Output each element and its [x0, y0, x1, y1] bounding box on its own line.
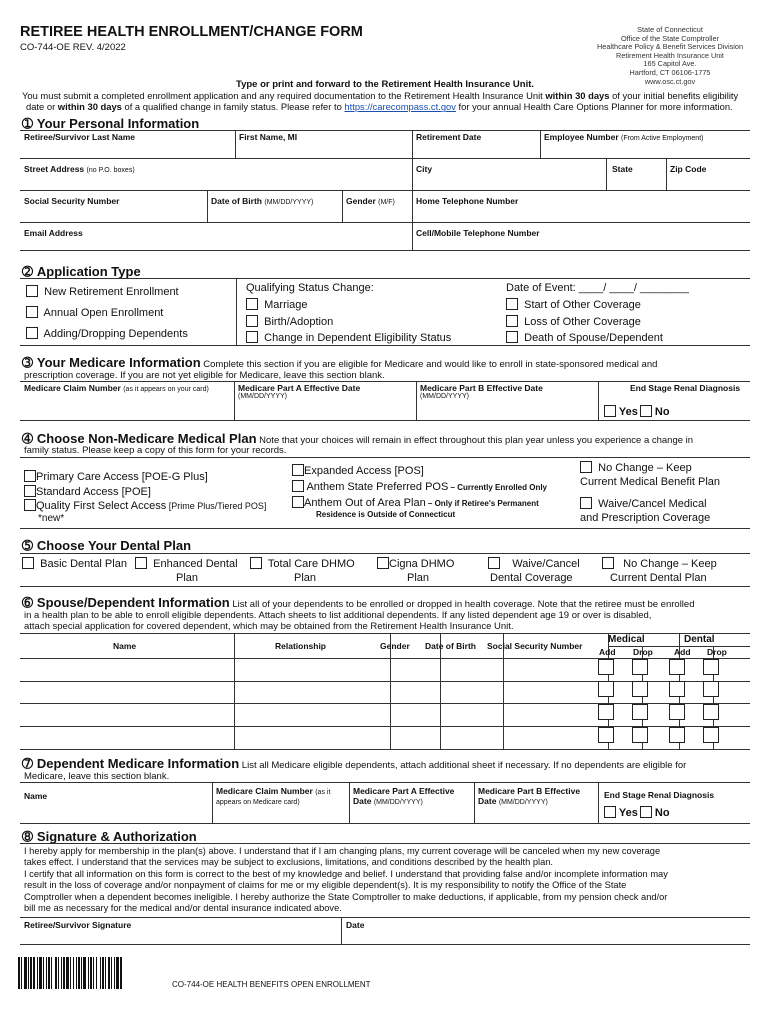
medicare-part-a-field[interactable]: Medicare Part A Effective Date (MM/DD/YYYY)	[238, 383, 361, 400]
anthem-out-of-area-option[interactable]: Anthem Out of Area Plan – Only if Retiree's Permanent	[292, 496, 539, 509]
dep-medicare-part-a-field[interactable]: Medicare Part A Effective Date (MM/DD/YYYY)	[353, 786, 455, 806]
checkbox[interactable]	[580, 497, 592, 509]
col-medical-drop: Drop	[633, 647, 653, 657]
checkbox[interactable]	[506, 315, 518, 327]
col-dob: Date of Birth	[425, 641, 476, 651]
checkbox[interactable]	[24, 470, 36, 482]
col-medical-add: Add	[599, 647, 616, 657]
col-medical: Medical	[608, 634, 645, 645]
date-of-birth-field[interactable]: Date of Birth (MM/DD/YYYY)	[211, 196, 314, 206]
basic-dental-option[interactable]: Basic Dental Plan	[22, 557, 127, 570]
annual-open-enrollment-option[interactable]: Annual Open Enrollment	[26, 306, 163, 319]
signature-field[interactable]: Retiree/Survivor Signature	[24, 920, 132, 930]
loss-other-coverage-option[interactable]: Loss of Other Coverage	[506, 315, 641, 328]
section-4-note: family status. Please keep a copy of this form for your records.	[24, 445, 287, 456]
dependent-eligibility-option[interactable]: Change in Dependent Eligibility Status	[246, 331, 451, 344]
gender-field[interactable]: Gender (M/F)	[346, 196, 395, 206]
dependent-row-checkbox[interactable]	[703, 704, 719, 720]
birth-adoption-option[interactable]: Birth/Adoption	[246, 315, 333, 328]
checkbox[interactable]	[377, 557, 389, 569]
dependent-row-checkbox[interactable]	[703, 681, 719, 697]
checkbox[interactable]	[292, 496, 304, 508]
checkbox[interactable]	[246, 298, 258, 310]
checkbox[interactable]	[24, 499, 36, 511]
col-dental: Dental	[684, 634, 715, 645]
checkbox[interactable]	[246, 331, 258, 343]
cell-phone-field[interactable]: Cell/Mobile Telephone Number	[416, 228, 540, 238]
waive-medical-option[interactable]: Waive/Cancel Medical and Prescription Coverage	[580, 498, 711, 524]
dependent-row-checkbox[interactable]	[669, 727, 685, 743]
dependent-row-checkbox[interactable]	[669, 659, 685, 675]
instruction-heading: Type or print and forward to the Retirement Health Insurance Unit.	[235, 79, 535, 90]
dependent-row-checkbox[interactable]	[703, 659, 719, 675]
date-of-event-field[interactable]: Date of Event: ____/ ____/ ________	[506, 282, 689, 294]
total-care-dhmo-option[interactable]: Total Care DHMO Plan	[250, 557, 355, 585]
dependent-row-checkbox[interactable]	[632, 659, 648, 675]
start-other-coverage-option[interactable]: Start of Other Coverage	[506, 298, 641, 311]
section-4-title: ➃ Choose Non-Medicare Medical Plan Note that your choices will remain in effect throughout this plan year unless you experience a change in	[22, 431, 694, 446]
quality-first-select-option[interactable]: Quality First Select Access [Prime Plus/Tiered POS]	[24, 499, 266, 512]
dependent-row-checkbox[interactable]	[703, 727, 719, 743]
col-dental-add: Add	[674, 647, 691, 657]
esrd-label: End Stage Renal Diagnosis	[630, 383, 741, 393]
col-dental-drop: Drop	[707, 647, 727, 657]
add-drop-dependents-option[interactable]: Adding/Dropping Dependents	[26, 327, 188, 340]
dep-medicare-claim-field[interactable]: Medicare Claim Number (as it appears on Medicare card)	[216, 786, 331, 806]
out-of-area-note: Residence is Outside of Connecticut	[316, 510, 456, 519]
cigna-dhmo-option[interactable]: Cigna DHMO Plan	[377, 557, 454, 585]
checkbox[interactable]	[22, 557, 34, 569]
date-field[interactable]: Date	[346, 920, 365, 930]
checkbox[interactable]	[26, 327, 38, 339]
checkbox[interactable]	[135, 557, 147, 569]
no-change-medical-option[interactable]: No Change – Keep Current Medical Benefit Plan	[580, 462, 721, 488]
anthem-state-preferred-option[interactable]: Anthem State Preferred POS – Currently Enrolled Only	[292, 480, 547, 493]
checkbox[interactable]	[506, 298, 518, 310]
section-7-title: ➆ Dependent Medicare Information List all Medicare eligible dependents, attach additional sheet if necessary. If no dependents are eligible for	[22, 756, 687, 771]
qualifying-status-title: Qualifying Status Change:	[246, 282, 374, 294]
dependent-row-checkbox[interactable]	[632, 727, 648, 743]
dependent-row-checkbox[interactable]	[669, 704, 685, 720]
no-change-dental-option[interactable]: No Change – Keep Current Dental Plan	[602, 557, 717, 585]
section-5-title: ➄ Choose Your Dental Plan	[22, 538, 192, 553]
death-spouse-option[interactable]: Death of Spouse/Dependent	[506, 331, 663, 344]
checkbox[interactable]	[640, 405, 652, 417]
checkbox[interactable]	[292, 464, 304, 476]
retirement-date-field[interactable]: Retirement Date	[416, 132, 482, 142]
primary-care-access-option[interactable]: Primary Care Access [POE-G Plus]	[24, 470, 208, 483]
barcode	[18, 957, 166, 989]
dependent-row-checkbox[interactable]	[669, 681, 685, 697]
ssn-field[interactable]: Social Security Number	[24, 196, 120, 206]
medicare-part-b-field[interactable]: Medicare Part B Effective Date (MM/DD/YYYY)	[420, 383, 543, 400]
col-gender: Gender	[380, 641, 410, 651]
personal-info-grid	[20, 130, 750, 250]
enhanced-dental-option[interactable]: Enhanced Dental Plan	[135, 557, 238, 585]
dep-medicare-name-field[interactable]: Name	[24, 791, 48, 801]
street-address-field[interactable]: Street Address (no P.O. boxes)	[24, 164, 135, 174]
email-field[interactable]: Email Address	[24, 228, 83, 238]
agency-address: State of Connecticut Office of the State Comptroller Healthcare Policy & Benefit Services Division Retirement Health Insurance Unit 165 Capitol Ave. Hartford, CT 06106-1775 www.osc.ct.gov	[597, 25, 743, 86]
waive-dental-option[interactable]: Waive/Cancel Dental Coverage	[490, 558, 580, 584]
esrd-yes-no[interactable]: Yes No	[604, 405, 670, 418]
zip-code-field[interactable]: Zip Code	[670, 164, 707, 174]
checkbox[interactable]	[488, 557, 500, 569]
checkbox[interactable]	[26, 285, 38, 297]
checkbox[interactable]	[602, 557, 614, 569]
city-field[interactable]: City	[416, 164, 433, 174]
last-name-field[interactable]: Retiree/Survivor Last Name	[24, 132, 136, 142]
col-name: Name	[113, 641, 137, 651]
col-ssn: Social Security Number	[487, 641, 583, 651]
section-7-note: Medicare, leave this section blank.	[24, 771, 170, 782]
dep-medicare-part-b-field[interactable]: Medicare Part B Effective Date (MM/DD/YYYY)	[478, 786, 581, 806]
dependent-row-checkbox[interactable]	[632, 681, 648, 697]
dep-esrd-label: End Stage Renal Diagnosis	[604, 790, 715, 800]
marriage-option[interactable]: Marriage	[246, 298, 308, 311]
checkbox[interactable]	[246, 315, 258, 327]
authorization-text: I hereby apply for membership in the plan(s) above. I understand that if I am changing plans, my current coverage will be canceled when my new coverage takes effect. I understand that the services may be subject to exclusions, limitations, and conditions described by the health plan. I certify that all information on this form is correct to the best of my knowledge and belief. I understand that providing false and/or incomplete information may result in the loss of coverage and/or nonpayment of claims for me or my eligible dependent(s). It is my responsibility to notify the Office of the State Comptroller when a dependent becomes ineligible. I hereby authorize the State Comptroller to make deductions, if applicable, from my pension check and/or bill me as necessary for the medical and/or dental insurance indicated above.	[24, 846, 668, 914]
section-6-note: in a health plan to be able to enroll eligible dependents. Attach sheets to list additional dependents. If any listed dependent age 19 or over is disabled, attach special application for covered dependent, which may be obtained from the Retirement Health Insurance Unit.	[24, 610, 652, 632]
footer-text: CO-744-OE HEALTH BENEFITS OPEN ENROLLMENT	[172, 980, 371, 989]
expanded-access-option[interactable]: Expanded Access [POS]	[292, 464, 424, 477]
checkbox[interactable]	[506, 331, 518, 343]
section-8-title: ➇ Signature & Authorization	[22, 829, 197, 844]
new-plan-badge: *new*	[38, 513, 65, 524]
checkbox[interactable]	[604, 806, 616, 818]
col-relationship: Relationship	[275, 641, 327, 651]
carecompass-link[interactable]: https://carecompass.ct.gov	[344, 101, 456, 113]
checkbox[interactable]	[24, 485, 36, 497]
employee-number-field[interactable]: Employee Number (From Active Employment)	[544, 132, 704, 142]
intro-text: You must submit a completed enrollment application and any required documentation to the Retirement Health Insurance Unit within 30 days of your initial benefits eligibility date or within 30 days of a qualified change in family status. Please refer to https://carecompass.ct.gov for your annual Health Care Options Planner for more information.	[22, 90, 739, 113]
dependent-row-checkbox[interactable]	[632, 704, 648, 720]
section-3-note: prescription coverage. If you are not yet eligible for Medicare, leave this section blank.	[24, 370, 385, 381]
home-phone-field[interactable]: Home Telephone Number	[416, 196, 519, 206]
section-1-title: ➀ Your Personal Information	[22, 116, 200, 131]
first-name-field[interactable]: First Name, MI	[239, 132, 298, 142]
dep-esrd-yes-no[interactable]: Yes No	[604, 806, 670, 819]
dependent-row-checkbox[interactable]	[598, 659, 614, 675]
state-field[interactable]: State	[612, 164, 633, 174]
form-title: RETIREE HEALTH ENROLLMENT/CHANGE FORM	[20, 24, 363, 40]
checkbox[interactable]	[26, 306, 38, 318]
dependent-row-checkbox[interactable]	[598, 704, 614, 720]
new-retirement-option[interactable]: New Retirement Enrollment	[26, 285, 179, 298]
checkbox[interactable]	[292, 480, 304, 492]
checkbox[interactable]	[580, 461, 592, 473]
dependent-row-checkbox[interactable]	[598, 727, 614, 743]
medicare-claim-field[interactable]: Medicare Claim Number (as it appears on your card)	[24, 383, 209, 393]
section-6-title: ➅ Spouse/Dependent Information List all of your dependents to be enrolled or dropped in health coverage. Note that the retiree must be enrolled	[22, 595, 695, 610]
form-number: CO-744-OE REV. 4/2022	[20, 42, 126, 53]
section-3-title: ➂ Your Medicare Information Complete this section if you are eligible for Medicare and would like to enroll in state-sponsored medical and	[22, 355, 658, 370]
checkbox[interactable]	[250, 557, 262, 569]
checkbox[interactable]	[604, 405, 616, 417]
standard-access-option[interactable]: Standard Access [POE]	[24, 485, 151, 498]
section-2-title: ➁ Application Type	[22, 264, 141, 279]
dependent-row-checkbox[interactable]	[598, 681, 614, 697]
checkbox[interactable]	[640, 806, 652, 818]
